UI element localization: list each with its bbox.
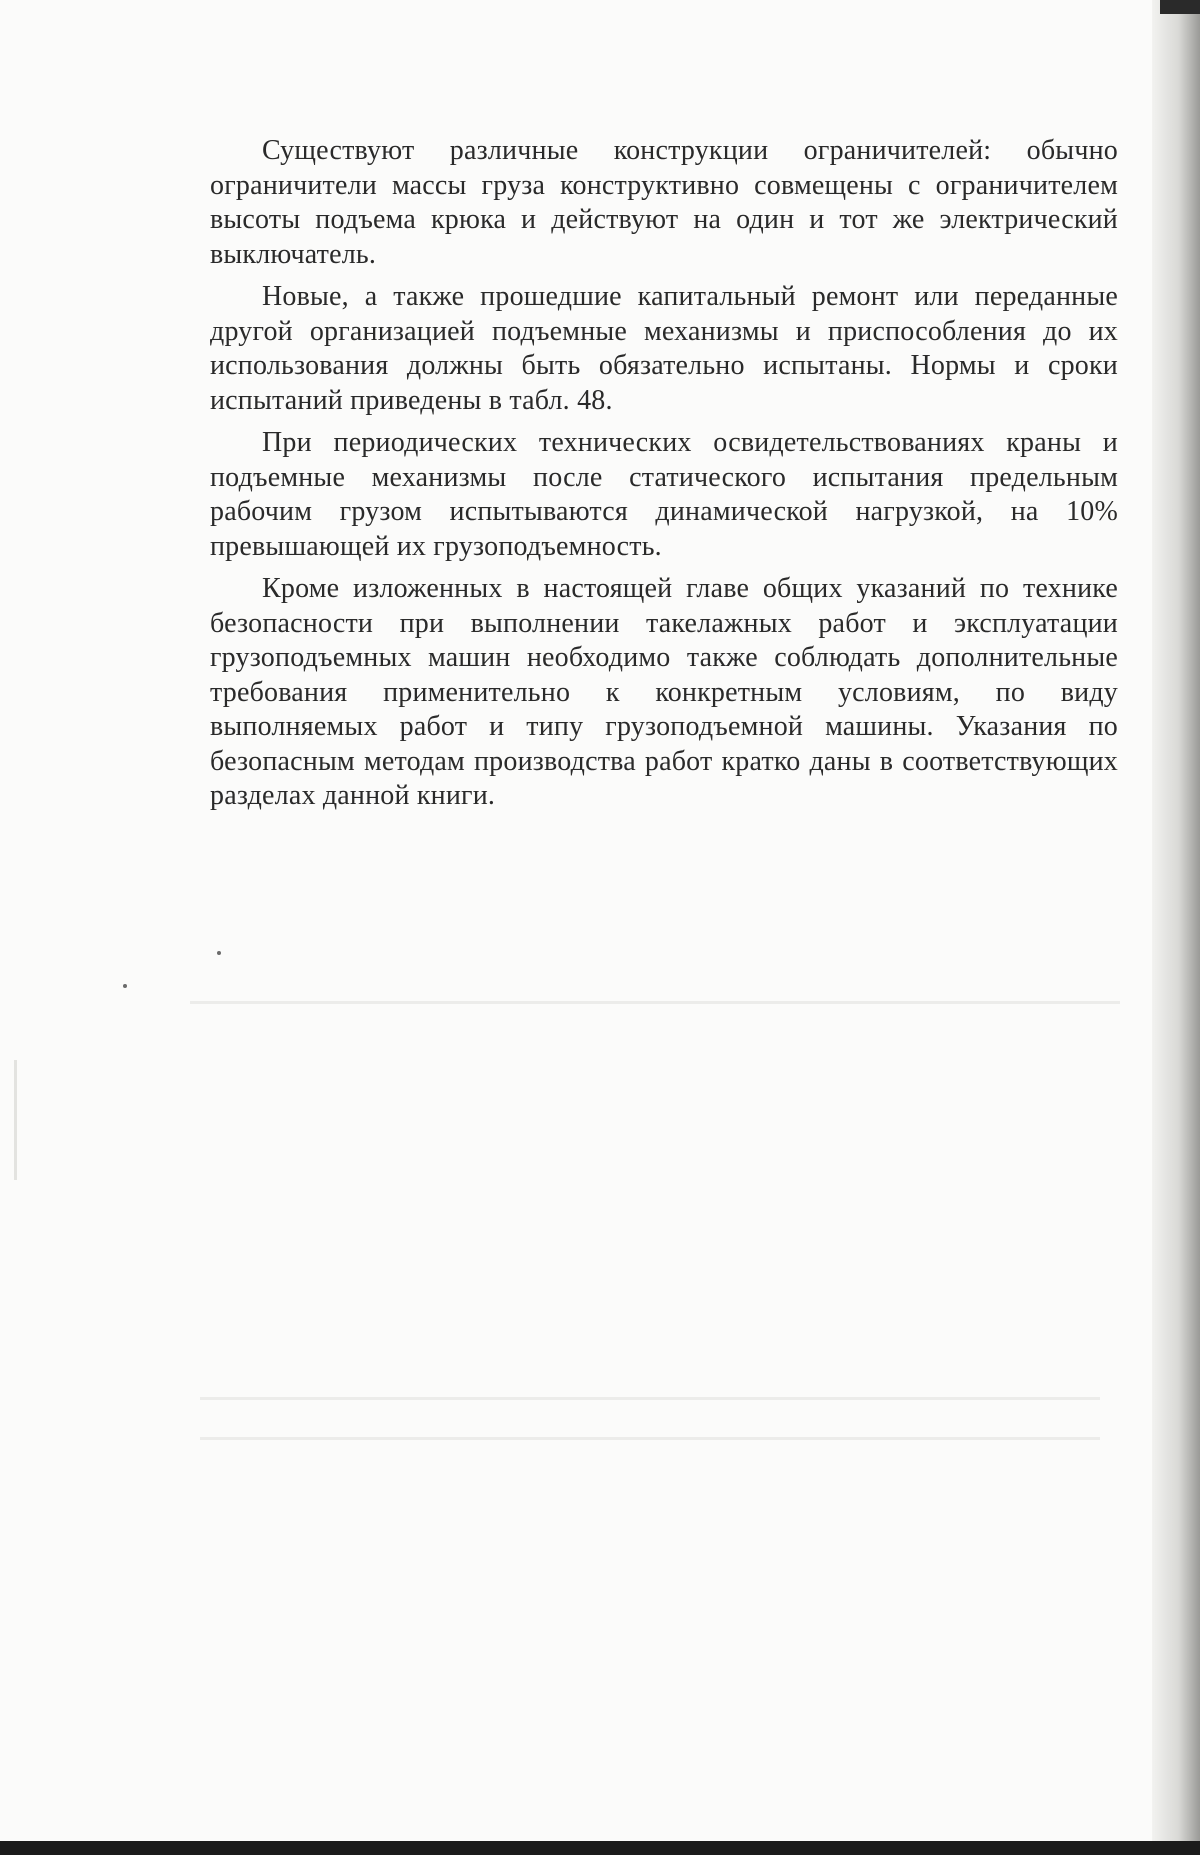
scan-edge-left-mark bbox=[14, 1060, 17, 1180]
speck bbox=[217, 951, 221, 955]
bleed-through-line bbox=[200, 1397, 1100, 1400]
paragraph-inspections: При периодических технических освидетельствованиях краны и подъемные механизмы после статического испытания предельным рабочим грузом испытываются динамической нагрузкой, на 10% превышающей их грузоподъемность. bbox=[210, 427, 1118, 562]
paragraph-safety-requirements: Кроме изложенных в настоящей главе общих указаний по технике безопасности при выполнении такелажных работ и эксплуатации грузоподъемных машин необходимо также соблюдать дополнительные требования применительно к конкретным условиям, по виду выполняемых работ и типу грузоподъемной машины. Указания по безопасным методам производства работ кратко даны в соответствующих разделах данной книги. bbox=[210, 573, 1118, 811]
paragraph-limiters: Существуют различные конструкции ограничителей: обычно ограничители массы груза конструктивно совмещены с ограничителем высоты подъема крюка и действуют на один и тот же электрический выключатель. bbox=[210, 135, 1118, 270]
bleed-through-line bbox=[190, 1001, 1120, 1004]
speck bbox=[123, 984, 127, 988]
scan-edge-corner bbox=[1160, 0, 1200, 14]
scan-edge-right bbox=[1152, 0, 1200, 1855]
paragraph-testing: Новые, а также прошедшие капитальный ремонт или переданные другой организацией подъемные механизмы и приспособления до их использования должны быть обязательно испытаны. Нормы и сроки испытаний приведены в табл. 48. bbox=[210, 281, 1118, 416]
scan-edge-bottom bbox=[0, 1841, 1200, 1855]
bleed-through-line bbox=[200, 1437, 1100, 1440]
body-text bbox=[210, 134, 1118, 814]
